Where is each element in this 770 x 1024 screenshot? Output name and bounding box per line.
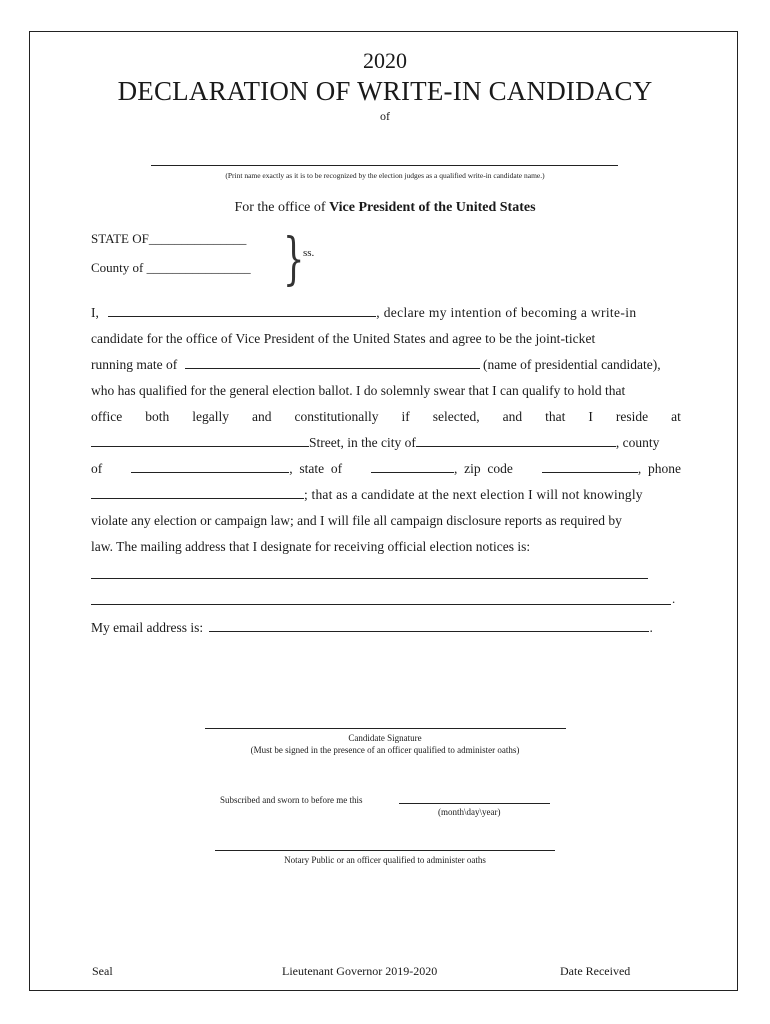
signature-note: (Must be signed in the presence of an officer qualified to administer oaths) [250,745,520,755]
county-of-field[interactable]: County of ________________ [91,260,251,275]
line7-phone: , phone [637,461,681,476]
brace-symbol: } [283,227,305,292]
word: both [145,409,170,424]
email-label: My email address is: [91,620,204,635]
street-blank[interactable] [91,435,309,447]
declarant-name-blank[interactable] [108,305,376,317]
office-heading [0,200,770,216]
body-line-6 [91,435,681,451]
candidate-signature-label: Candidate Signature [348,733,422,743]
date-hint: (month\day\year) [438,807,501,817]
city-blank[interactable] [416,435,616,447]
notary-signature-line[interactable] [215,850,555,851]
mailing-address-line-1[interactable] [91,578,648,579]
state-group [371,461,513,477]
sworn-date-line[interactable] [399,803,550,804]
word: office [91,409,123,424]
body-line-3 [91,357,681,373]
word: legally [192,409,229,424]
office-prefix: For the office of [234,200,330,215]
address-period: . [672,591,676,606]
ss-label: ss. [303,247,315,259]
name-instruction: (Print name exactly as it is to be recognized by the election judges as a qualified write-in candidate name.) [225,171,545,180]
word: I [588,409,593,424]
issuer-label: Lieutenant Governor 2019-2020 [282,964,438,978]
body-line-1 [91,305,681,321]
sworn-label: Subscribed and sworn to before me this [220,795,363,805]
zip-group [542,461,681,477]
zip-blank[interactable] [542,461,638,473]
mailing-address-line-2[interactable] [91,604,671,605]
word: constitutionally [294,409,379,424]
word: selected, [432,409,480,424]
line7-state: , state of [289,461,343,476]
email-line [91,620,681,636]
line8-end: ; that as a candidate at the next election I will not knowingly [304,487,643,502]
office-name: Vice President of the United States [329,200,536,215]
line7-of: of [91,461,103,476]
word: and [252,409,272,424]
body-line-8 [91,487,681,503]
state-of-field[interactable]: STATE OF_______________ [91,231,247,246]
date-received-label: Date Received [560,964,631,978]
county-blank[interactable] [131,461,289,473]
body-line-9: violate any election or campaign law; and I will file all campaign disclosure reports as required by [91,513,622,528]
body-line-2: candidate for the office of Vice President of the United States and agree to be the joint-ticket [91,331,596,346]
body-line-4: who has qualified for the general election ballot. I do solemnly swear that I can qualify to hold that [91,383,626,398]
word: if [401,409,410,424]
line1-start: I, [91,305,99,320]
notary-label: Notary Public or an officer qualified to administer oaths [284,855,486,865]
word: and [502,409,523,424]
form-year: 2020 [363,48,407,73]
email-blank[interactable] [209,620,649,632]
line7-zip: , zip code [454,461,513,476]
body-line-7 [91,461,681,477]
form-title: DECLARATION OF WRITE-IN CANDIDACY [117,76,653,106]
email-period: . [649,620,653,635]
candidate-name-line[interactable] [151,165,618,166]
line6-mid: Street, in the city of [309,435,416,450]
candidate-signature-line[interactable] [205,728,566,729]
word: that [545,409,566,424]
line3-end: (name of presidential candidate), [482,357,661,372]
word: at [671,409,681,424]
body-line-10: law. The mailing address that I designate for receiving official election notices is: [91,539,531,554]
county-group [131,461,342,477]
body-line-5 [91,409,681,425]
line6-end: , county [615,435,660,450]
form-of: of [380,109,390,123]
phone-blank[interactable] [91,487,304,499]
line1-end: , declare my intention of becoming a write-in [376,305,637,320]
seal-label: Seal [92,964,113,978]
presidential-candidate-blank[interactable] [185,357,480,369]
state-blank[interactable] [371,461,454,473]
word: reside [615,409,649,424]
line3-start: running mate of [91,357,178,372]
